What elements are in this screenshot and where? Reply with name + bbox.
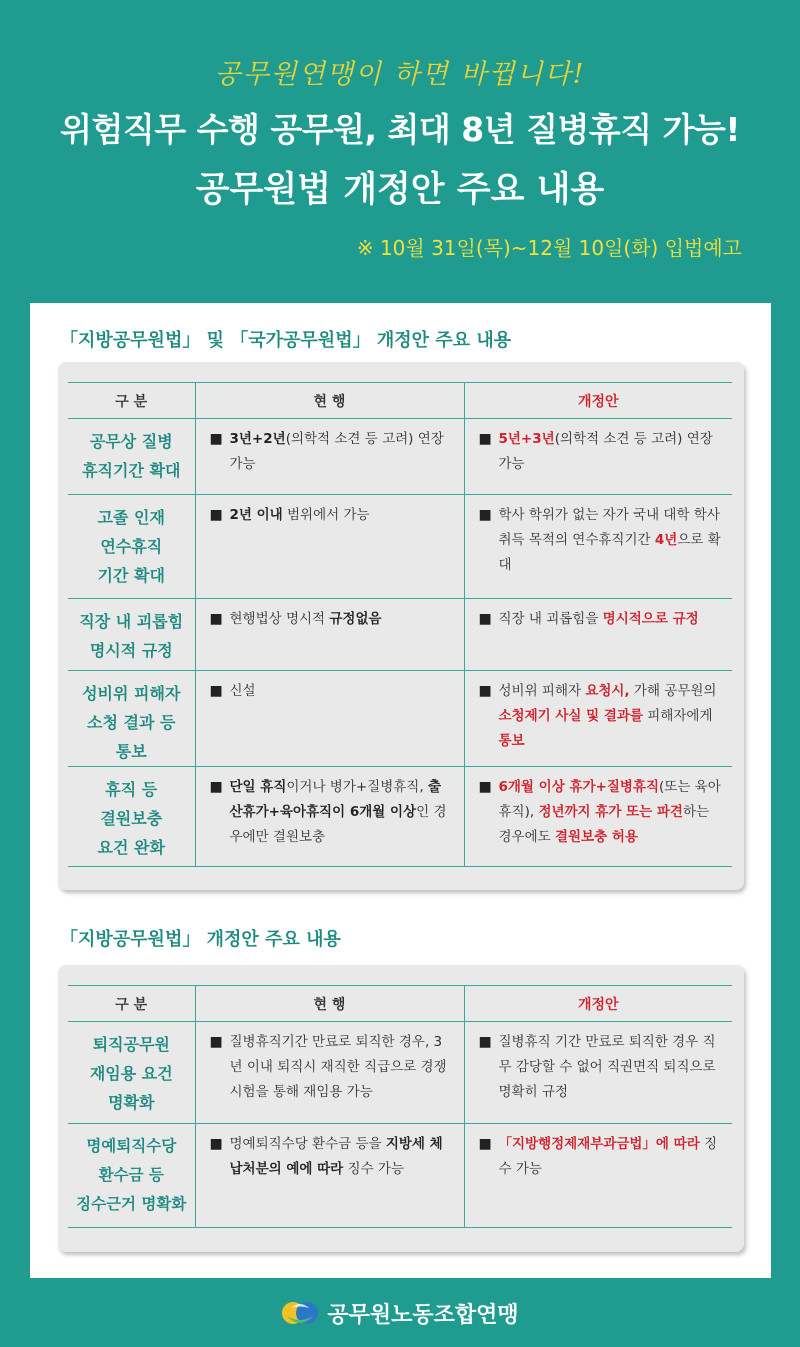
content-panel	[30, 303, 771, 1278]
row-category: 퇴직공무원 재임용 요건 명확화	[68, 1022, 195, 1124]
row-revised: ■ 질병휴직 기간 만료로 퇴직한 경우 직무 감당할 수 없어 직권면직 퇴직으로 명확히 규정	[464, 1022, 732, 1124]
section1-table	[68, 382, 732, 867]
square-bullet-icon: ■	[209, 611, 223, 627]
row-revised: ■ 6개월 이상 휴가+질병휴직(또는 육아휴직), 정년까지 휴가 또는 파견하는 경우에도 결원보충 허용	[464, 767, 732, 867]
section2-title: 「지방공무원법」 개정안 주요 내용	[60, 929, 341, 950]
union-logo-icon	[281, 1296, 319, 1330]
square-bullet-icon: ■	[478, 779, 492, 795]
row-current: ■ 단일 휴직이거나 병가+질병휴직, 출산휴가+육아휴직이 6개월 이상인 경우에만 결원보충	[195, 767, 464, 867]
square-bullet-icon: ■	[478, 1136, 492, 1152]
square-bullet-icon: ■	[209, 779, 223, 795]
row-revised: ■ 학사 학위가 없는 자가 국내 대학 학사취득 목적의 연수휴직기간 4년으로 확대	[464, 495, 732, 599]
table-row	[68, 495, 732, 599]
row-category: 휴직 등 결원보충 요건 완화	[68, 767, 195, 867]
notice-period: ※ 10월 31일(목)~12월 10일(화) 입법예고	[356, 236, 742, 260]
row-category: 공무상 질병 휴직기간 확대	[68, 419, 195, 495]
square-bullet-icon: ■	[478, 1034, 492, 1050]
row-revised: ■ 5년+3년(의학적 소견 등 고려) 연장 가능	[464, 419, 732, 495]
row-category: 고졸 인재 연수휴직 기간 확대	[68, 495, 195, 599]
header	[0, 0, 800, 300]
table-header-row	[68, 986, 732, 1022]
footer	[0, 1293, 800, 1333]
row-current: ■ 명예퇴직수당 환수금 등을 지방세 체납처분의 예에 따라 징수 가능	[195, 1124, 464, 1228]
header-revised: 개정안	[464, 383, 732, 419]
table-row	[68, 767, 732, 867]
square-bullet-icon: ■	[209, 1034, 223, 1050]
square-bullet-icon: ■	[478, 683, 492, 699]
table-row	[68, 1124, 732, 1228]
row-category: 성비위 피해자 소청 결과 등 통보	[68, 671, 195, 767]
square-bullet-icon: ■	[478, 611, 492, 627]
table-row	[68, 419, 732, 495]
header-current: 현 행	[195, 986, 464, 1022]
square-bullet-icon: ■	[209, 507, 223, 523]
org-name: 공무원노동조합연맹	[327, 1302, 519, 1328]
square-bullet-icon: ■	[209, 1136, 223, 1152]
sub-title: 공무원법 개정안 주요 내용	[195, 170, 605, 210]
square-bullet-icon: ■	[478, 507, 492, 523]
square-bullet-icon: ■	[209, 683, 223, 699]
row-current: ■ 3년+2년(의학적 소견 등 고려) 연장 가능	[195, 419, 464, 495]
section1-title: 「지방공무원법」 및 「국가공무원법」 개정안 주요 내용	[60, 330, 512, 351]
tagline: 공무원연맹이 하면 바뀝니다!	[214, 59, 586, 90]
table-header-row	[68, 383, 732, 419]
header-revised: 개정안	[464, 986, 732, 1022]
header-category: 구 분	[68, 986, 195, 1022]
main-title: 위험직무 수행 공무원, 최대 8년 질병휴직 가능!	[60, 110, 740, 149]
row-current: ■ 질병휴직기간 만료로 퇴직한 경우, 3년 이내 퇴직시 재직한 직급으로 경쟁시험을 통해 재임용 가능	[195, 1022, 464, 1124]
row-category: 명예퇴직수당 환수금 등 징수근거 명확화	[68, 1124, 195, 1228]
section2-table	[68, 985, 732, 1228]
header-current: 현 행	[195, 383, 464, 419]
row-current: ■ 현행법상 명시적 규정없음	[195, 599, 464, 671]
section2-card	[58, 965, 744, 1252]
row-current: ■ 2년 이내 범위에서 가능	[195, 495, 464, 599]
square-bullet-icon: ■	[209, 431, 223, 447]
section1-card	[58, 362, 744, 890]
square-bullet-icon: ■	[478, 431, 492, 447]
table-row	[68, 599, 732, 671]
row-current: ■ 신설	[195, 671, 464, 767]
table-row	[68, 671, 732, 767]
row-revised: ■ 성비위 피해자 요청시, 가해 공무원의 소청제기 사실 및 결과를 피해자에게 통보	[464, 671, 732, 767]
row-revised: ■ 「지방행정제재부과금법」에 따라 징수 가능	[464, 1124, 732, 1228]
row-revised: ■ 직장 내 괴롭힘을 명시적으로 규정	[464, 599, 732, 671]
header-category: 구 분	[68, 383, 195, 419]
row-category: 직장 내 괴롭힘 명시적 규정	[68, 599, 195, 671]
table-row	[68, 1022, 732, 1124]
